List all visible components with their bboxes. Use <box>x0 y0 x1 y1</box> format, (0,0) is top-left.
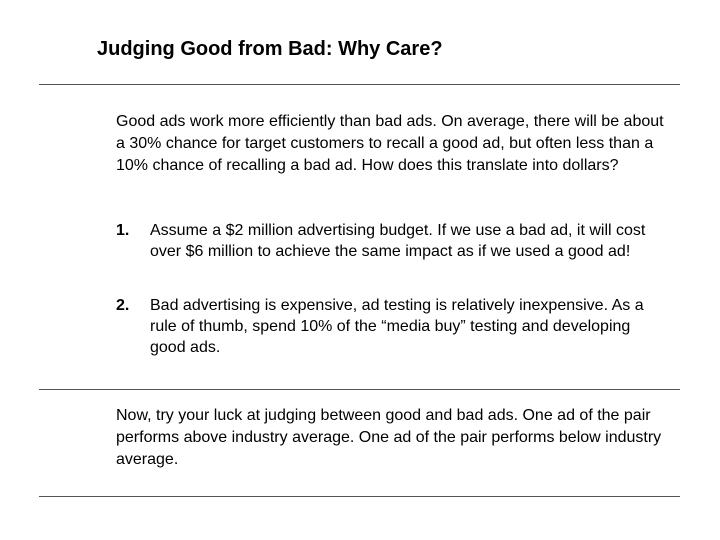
closing-paragraph: Now, try your luck at judging between good and bad ads. One ad of the pair performs above industry average. One ad of the pair performs below industry average. <box>116 407 662 468</box>
page-title: Judging Good from Bad: Why Care? <box>97 38 443 60</box>
top-divider <box>39 84 680 85</box>
list-item-number: 2. <box>116 297 130 314</box>
intro-paragraph: Good ads work more efficiently than bad ads. On average, there will be about a 30% chance for target customers to recall a good ad, but often less than a 10% chance of recalling a bad ad. How does this translate into dollars? <box>116 113 664 174</box>
list-item-text: Bad advertising is expensive, ad testing is relatively inexpensive. As a rule of thumb, spend 10% of the “media buy” testing and developing good ads. <box>150 297 644 356</box>
list-item-number: 1. <box>116 222 130 239</box>
middle-divider <box>39 389 680 390</box>
bottom-divider <box>39 496 680 497</box>
list-item-text: Assume a $2 million advertising budget. If we use a bad ad, it will cost over $6 million to achieve the same impact as if we used a good ad! <box>150 222 646 260</box>
